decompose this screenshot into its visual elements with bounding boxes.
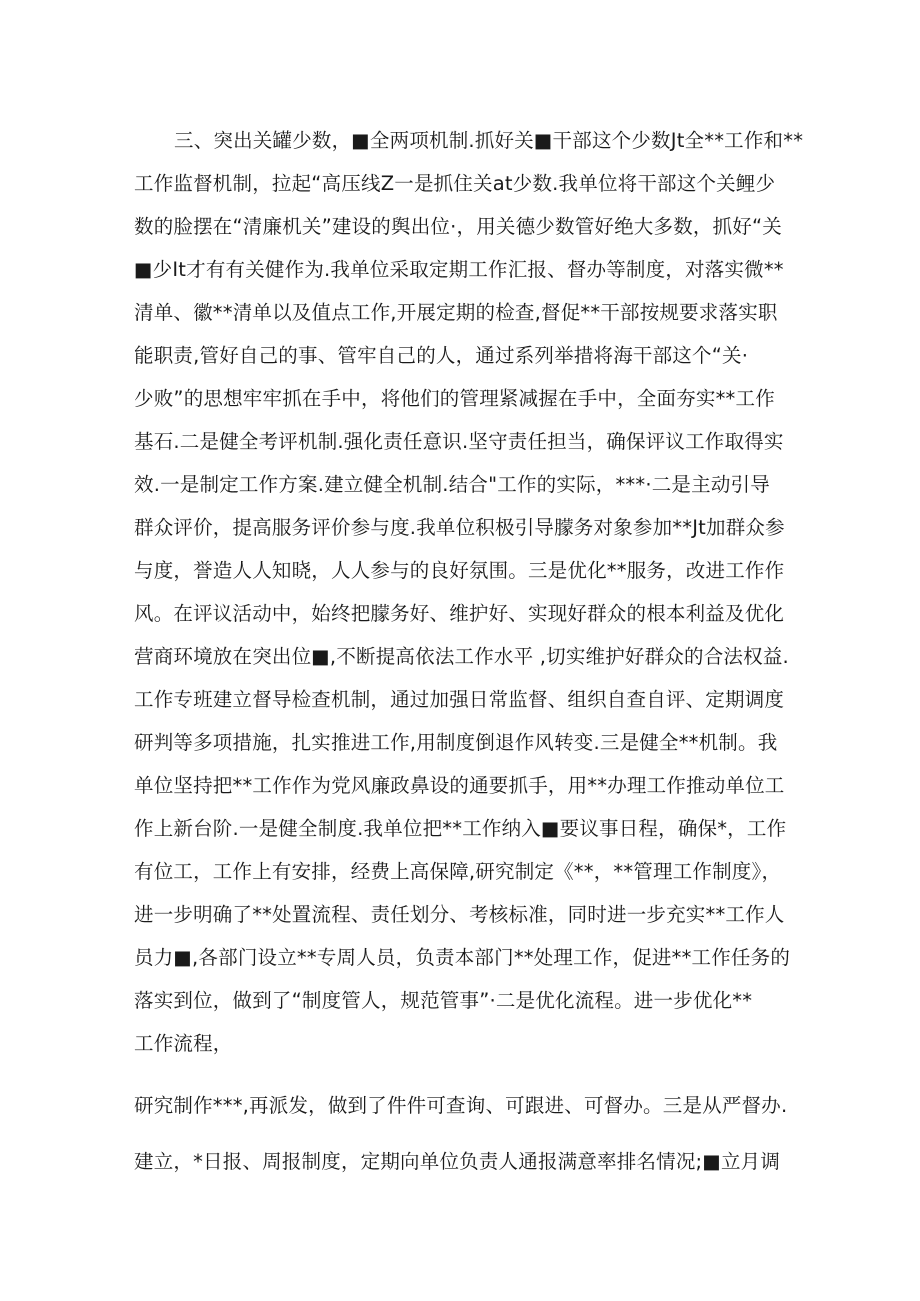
text-line: 营商环境放在突出位■,不断提高依法工作水平 ,切实维护好群众的合法权益. xyxy=(134,645,789,668)
text-line: 三、突出关罐少数，■全两项机制.抓好关■干部这个少数Jt全**工作和** xyxy=(174,129,804,152)
text-line: 研判等多项措施，扎实推进工作,用制度倒退作风转变.三是健全**机制。我 xyxy=(134,731,778,754)
text-line: 研究制作***,再派发，做到了件件可查询、可跟进、可督办。三是从严督办. xyxy=(134,1094,788,1117)
text-line: 风。在评议活动中，始终把朦务好、维护好、实现好群众的根本利益及优化 xyxy=(134,602,785,625)
text-line: 能职责,管好自己的事、管牢自己的人，通过系列举措将海干部这个“关· xyxy=(134,344,749,367)
text-line: 清单、徽**清单以及值点工作,开展定期的检查,督促**干部按规要求落实职 xyxy=(134,301,778,324)
text-line: 工作监督机制，拉起“高压线Z一是抓住关at少数.我单位将干部这个关鲤少 xyxy=(134,172,776,195)
text-line: 作上新台阶.一是健全制度.我单位把**工作纳入■要议事日程，确保*，工作 xyxy=(134,817,787,840)
body-text xyxy=(134,119,804,1183)
text-line: 与度，誉造人人知晓，人人参与的良好氛围。三是优化**服务，改进工作作 xyxy=(134,559,785,582)
text-line: 有位工，工作上有安排，经费上高保障,研究制定《**，**管理工作制度》， xyxy=(134,860,782,883)
text-line: 落实到位，做到了“制度管人，规范管事”·二是优化流程。进一步优化** xyxy=(134,989,753,1012)
text-line: 建立，*日报、周报制度，定期向单位负责人通报满意率排名情况;■立月调 xyxy=(134,1150,781,1173)
text-line: 单位坚持把**工作作为党风廉政鼻设的通要抓手，用**办理工作推动单位工 xyxy=(134,774,785,797)
text-line: ■少It才有有关健作为.我单位采取定期工作汇报、督办等制度，对落实微** xyxy=(134,258,784,281)
text-line: 进一步明确了**处置流程、责任划分、考核标准，同时进一步充实**工作人 xyxy=(134,903,785,926)
text-line: 基石.二是健全考评机制.强化责任意识.坚守责任担当，确保评议工作取得实 xyxy=(134,430,784,453)
text-line: 工作专班建立督导检查机制，通过加强日常监督、组织自查自评、定期调度 xyxy=(134,688,785,711)
text-line: 群众评价，提高服务评价参与度.我单位积极引导朦务对象参加**Jt加群众参 xyxy=(134,516,785,539)
text-line: 数的脸摆在“清廉机关”建设的舆出位·，用关德少数管好绝大多数，抓好“关 xyxy=(134,215,783,238)
text-line: 员力■,各部门设立**专周人员，负责本部门**处理工作，促进**工作任务的 xyxy=(134,946,791,969)
text-line: 少败”的思想牢牢抓在手中，将他们的管理紧减握在手中，全面夯实**工作 xyxy=(134,387,775,410)
text-line: 工作流程， xyxy=(134,1032,233,1055)
text-line: 效.一是制定工作方案.建立健全机制.结合"工作的实际，***·二是主动引导 xyxy=(134,473,770,496)
